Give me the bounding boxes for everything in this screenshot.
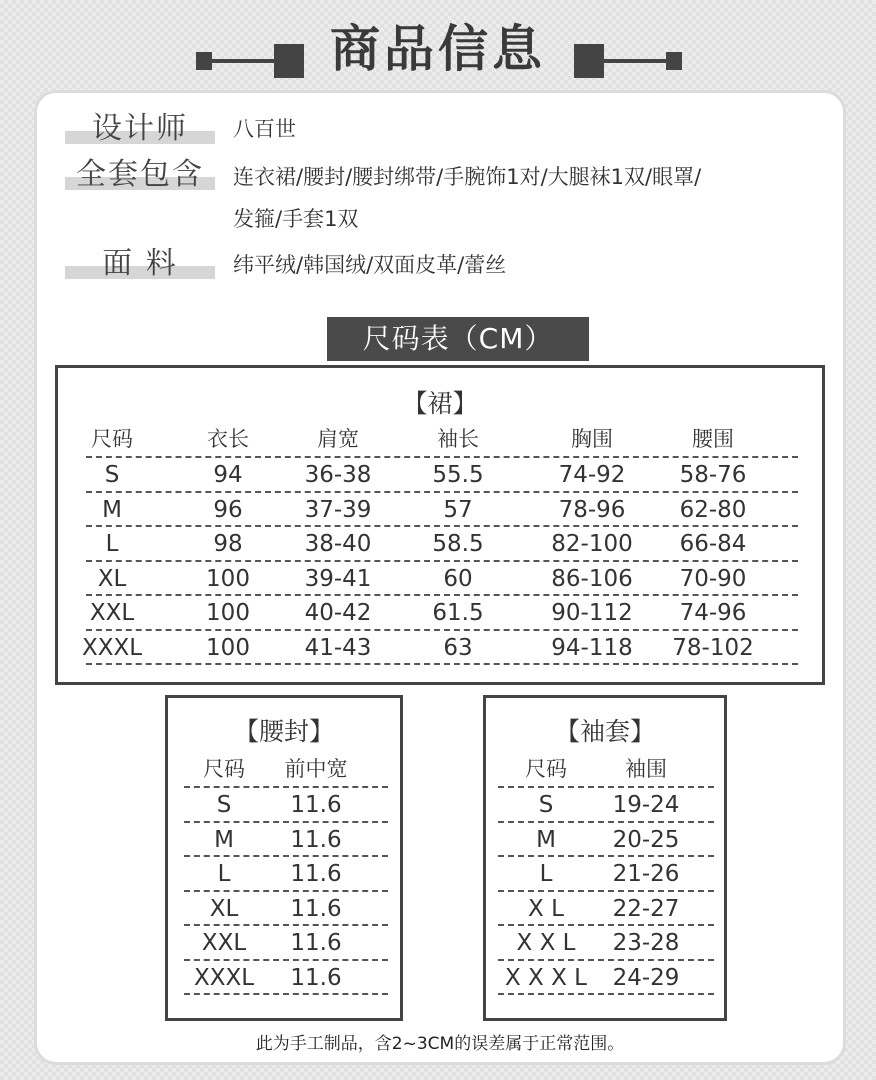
skirt-cell: 62-80 [679,496,747,523]
waist-row [168,857,400,891]
skirt-row-divider [86,663,798,665]
waist-cell: 11.6 [290,792,342,818]
skirt-cell: 37-39 [304,496,372,523]
skirt-cell: 100 [206,634,250,661]
skirt-cell: 57 [443,496,473,523]
sleeve-size-table [483,695,727,1021]
skirt-row [58,596,822,630]
waist-row [168,788,400,822]
waist-cell: M [214,826,234,853]
waist-cell: 11.6 [290,964,342,991]
skirt-cell: 40-42 [304,600,372,626]
designer-value: 八百世 [233,117,296,141]
sleeve-row [486,788,724,822]
sleeve-cell: 20-25 [612,826,680,853]
page-title: 商品信息 [330,20,546,78]
sleeve-table-title: 【袖套】 [554,717,655,746]
skirt-cell: 94-118 [551,634,633,661]
sleeve-cell: 24-29 [612,964,680,991]
sleeve-cell: X X X L [504,964,588,991]
skirt-cell: 70-90 [679,565,747,592]
product-info-card [34,90,846,1065]
waist-cell: 11.6 [290,861,342,887]
skirt-cell: 36-38 [304,462,372,488]
sleeve-column-header: 尺码 [525,757,567,781]
sleeve-cell: 22-27 [612,895,680,922]
sleeve-row [486,926,724,960]
waist-row [168,892,400,926]
skirt-row [58,493,822,527]
contents-label [65,157,215,193]
skirt-cell: S [104,462,120,488]
skirt-column-header: 肩宽 [317,427,359,451]
waist-row [168,961,400,995]
waist-size-table [165,695,403,1021]
skirt-cell: 90-112 [551,600,633,626]
waist-cell: XXL [201,930,247,956]
skirt-cell: XXXL [81,634,143,661]
page-header [0,14,876,84]
skirt-column-header: 衣长 [207,427,249,451]
skirt-cell: 38-40 [304,531,372,557]
skirt-cell: 74-92 [558,462,626,488]
sleeve-cell: S [538,792,554,818]
skirt-cell: 100 [206,565,250,592]
skirt-cell: 58-76 [679,462,747,488]
skirt-cell: 55.5 [432,462,484,488]
skirt-column-header: 腰围 [692,427,734,451]
sleeve-cell: 21-26 [612,861,680,887]
skirt-column-header: 袖长 [437,427,479,451]
skirt-cell: 94 [213,462,243,488]
waist-cell: L [217,861,231,887]
sleeve-cell: X L [528,895,564,922]
skirt-cell: 78-102 [672,634,754,661]
skirt-cell: 63 [443,634,473,661]
header-right-end-square [666,52,682,70]
waist-cell: 11.6 [290,826,342,853]
waist-column-header: 前中宽 [284,757,348,781]
skirt-cell: M [102,496,122,523]
skirt-header-row [58,422,822,456]
tolerance-note: 此为手工制品，含2~3CM的误差属于正常范围。 [255,1034,625,1054]
skirt-column-header: 胸围 [571,427,613,451]
sleeve-row [486,857,724,891]
skirt-column-header: 尺码 [91,427,133,451]
fabric-value: 纬平绒/韩国绒/双面皮革/蕾丝 [233,253,507,277]
sleeve-column-header: 袖围 [625,757,667,781]
contents-value-line-2: 发箍/手套1双 [233,207,359,231]
designer-label [65,111,215,147]
contents-label-text: 全套包含 [76,157,204,192]
skirt-cell: XL [97,565,127,592]
waist-column-header: 尺码 [203,757,245,781]
sleeve-cell: 19-24 [612,792,680,818]
skirt-cell: XXL [89,600,135,626]
waist-cell: XL [209,895,239,922]
waist-cell: 11.6 [290,930,342,956]
waist-cell: XXXL [193,964,255,991]
skirt-size-table [55,365,825,685]
skirt-row [58,527,822,561]
skirt-row [58,562,822,596]
sleeve-header-row [486,752,724,786]
skirt-cell: L [105,531,119,557]
sleeve-row-divider [498,993,714,995]
waist-row-divider [184,993,388,995]
sleeve-cell: X X L [516,930,576,956]
waist-cell: S [216,792,232,818]
waist-row [168,926,400,960]
waist-row [168,823,400,857]
waist-cell: 11.6 [290,895,342,922]
skirt-table-title: 【裙】 [402,389,478,418]
waist-table-title: 【腰封】 [233,717,334,746]
skirt-cell: 74-96 [679,600,747,626]
skirt-cell: 39-41 [304,565,372,592]
sleeve-row [486,892,724,926]
contents-value-line-1: 连衣裙/腰封/腰封绑带/手腕饰1对/大腿袜1双/眼罩/ [233,165,702,189]
sleeve-cell: M [536,826,556,853]
sleeve-cell: L [539,861,553,887]
skirt-cell: 78-96 [558,496,626,523]
skirt-row [58,631,822,665]
skirt-cell: 61.5 [432,600,484,626]
skirt-cell: 86-106 [551,565,633,592]
sleeve-row [486,961,724,995]
skirt-cell: 96 [213,496,243,523]
skirt-cell: 66-84 [679,531,747,557]
fabric-label-text: 面 料 [102,246,178,281]
sleeve-cell: 23-28 [612,930,680,956]
skirt-cell: 58.5 [432,531,484,557]
waist-header-row [168,752,400,786]
skirt-cell: 41-43 [304,634,372,661]
fabric-label [65,246,215,282]
sleeve-row [486,823,724,857]
skirt-cell: 60 [443,565,473,592]
skirt-cell: 82-100 [551,531,633,557]
size-chart-title: 尺码表（CM） [327,317,589,361]
skirt-cell: 100 [206,600,250,626]
skirt-cell: 98 [213,531,243,557]
skirt-row [58,458,822,492]
designer-label-text: 设计师 [92,111,188,146]
